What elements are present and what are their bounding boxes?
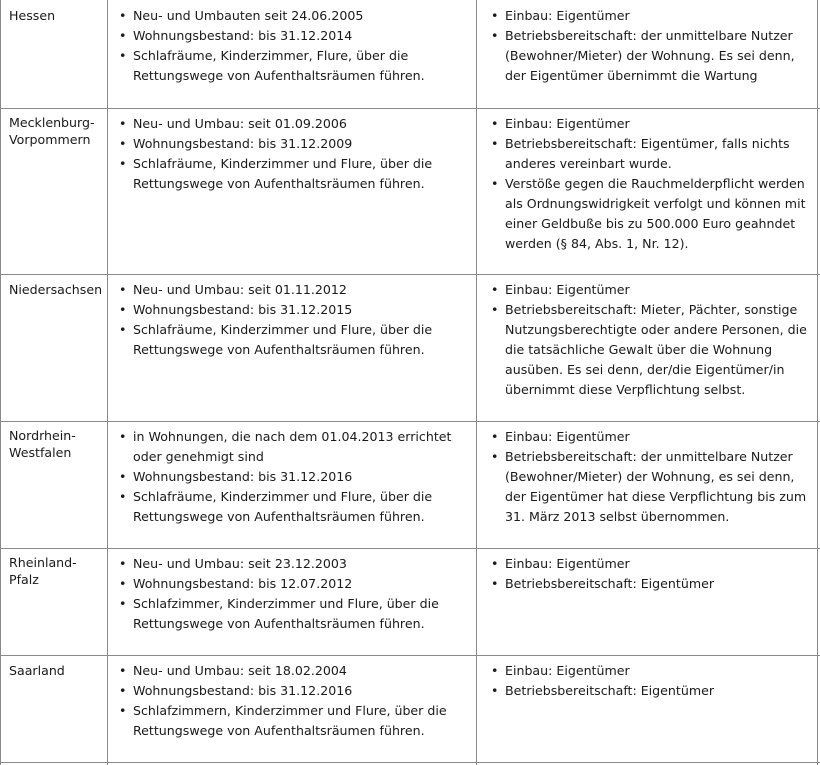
- responsibility-list: [489, 554, 811, 594]
- list-item: • Wohnungsbestand: bis 31.12.2014: [117, 26, 467, 46]
- requirements-list: [117, 554, 467, 634]
- row-divider: [0, 548, 820, 549]
- requirements-list: [117, 114, 467, 194]
- list-item: • Schlafzimmer, Kinderzimmer und Flure, über die Rettungswege von Aufenthaltsräumen führen.: [117, 594, 467, 634]
- list-item: • Betriebsbereitschaft: der unmittelbare Nutzer (Bewohner/Mieter) der Wohnung. Es sei denn, der Eigentümer übernimmt die Wartung: [489, 26, 811, 86]
- state-name: Nordrhein-Westfalen: [9, 428, 76, 460]
- row-divider: [0, 762, 820, 763]
- row-divider: [0, 108, 820, 109]
- requirements-list: [117, 280, 467, 360]
- list-item: • Schlafräume, Kinderzimmer und Flure, über die Rettungswege von Aufenthaltsräumen führen.: [117, 487, 467, 527]
- list-item: • Schlafräume, Kinderzimmer und Flure, über die Rettungswege von Aufenthaltsräumen führen.: [117, 154, 467, 194]
- list-item: • Neu- und Umbau: seit 01.11.2012: [117, 280, 467, 300]
- responsibility-list: [489, 427, 811, 527]
- responsibility-list: [489, 661, 811, 701]
- list-item: • in Wohnungen, die nach dem 01.04.2013 errichtet oder genehmigt sind: [117, 427, 467, 467]
- state-name: Saarland: [9, 663, 65, 678]
- list-item: • Wohnungsbestand: bis 31.12.2009: [117, 134, 467, 154]
- list-item: • Verstöße gegen die Rauchmelderpflicht werden als Ordnungswidrigkeit verfolgt und können mit einer Geldbuße bis zu 500.000 Euro geahndet werden (§ 84, Abs. 1, Nr. 12).: [489, 174, 811, 254]
- list-item: • Betriebsbereitschaft: der unmittelbare Nutzer (Bewohner/Mieter) der Wohnung, es sei denn, der Eigentümer hat diese Verpflichtung bis zum 31. März 2013 selbst übernommen.: [489, 447, 811, 527]
- list-item: • Betriebsbereitschaft: Eigentümer: [489, 574, 811, 594]
- list-item: • Wohnungsbestand: bis 31.12.2015: [117, 300, 467, 320]
- row-divider: [0, 421, 820, 422]
- column-divider-2: [476, 0, 477, 765]
- state-name: Niedersachsen: [9, 282, 103, 297]
- requirements-list: [117, 6, 467, 86]
- responsibility-list: [489, 114, 811, 254]
- list-item: • Schlafräume, Kinderzimmer und Flure, über die Rettungswege von Aufenthaltsräumen führen.: [117, 320, 467, 360]
- row-divider: [0, 655, 820, 656]
- requirements-list: [117, 427, 467, 527]
- state-name: Mecklenburg-Vorpommern: [9, 115, 95, 147]
- list-item: • Neu- und Umbauten seit 24.06.2005: [117, 6, 467, 26]
- state-name: Hessen: [9, 8, 56, 23]
- state-name: Rheinland-Pfalz: [9, 555, 77, 587]
- table-border-left: [0, 0, 1, 765]
- column-divider-1: [107, 0, 108, 765]
- list-item: • Wohnungsbestand: bis 31.12.2016: [117, 467, 467, 487]
- list-item: • Einbau: Eigentümer: [489, 661, 811, 681]
- list-item: • Einbau: Eigentümer: [489, 554, 811, 574]
- list-item: • Schlafräume, Kinderzimmer, Flure, über die Rettungswege von Aufenthaltsräumen führen.: [117, 46, 467, 86]
- list-item: • Einbau: Eigentümer: [489, 114, 811, 134]
- list-item: • Einbau: Eigentümer: [489, 6, 811, 26]
- row-divider: [0, 274, 820, 275]
- list-item: • Neu- und Umbau: seit 23.12.2003: [117, 554, 467, 574]
- list-item: • Betriebsbereitschaft: Eigentümer: [489, 681, 811, 701]
- list-item: • Wohnungsbestand: bis 12.07.2012: [117, 574, 467, 594]
- list-item: • Neu- und Umbau: seit 18.02.2004: [117, 661, 467, 681]
- list-item: • Schlafzimmern, Kinderzimmer und Flure, über die Rettungswege von Aufenthaltsräumen führen.: [117, 701, 467, 741]
- list-item: • Wohnungsbestand: bis 31.12.2016: [117, 681, 467, 701]
- list-item: • Betriebsbereitschaft: Mieter, Pächter, sonstige Nutzungsberechtigte oder andere Personen, die die tatsächliche Gewalt über die Wohnung ausüben. Es sei denn, der/die Eigentümer/in übernimmt diese Verpflichtung selbst.: [489, 300, 811, 400]
- list-item: • Einbau: Eigentümer: [489, 280, 811, 300]
- list-item: • Einbau: Eigentümer: [489, 427, 811, 447]
- list-item: • Betriebsbereitschaft: Eigentümer, falls nichts anderes vereinbart wurde.: [489, 134, 811, 174]
- responsibility-list: [489, 280, 811, 400]
- responsibility-list: [489, 6, 811, 86]
- table-border-right: [817, 0, 818, 765]
- list-item: • Neu- und Umbau: seit 01.09.2006: [117, 114, 467, 134]
- requirements-list: [117, 661, 467, 741]
